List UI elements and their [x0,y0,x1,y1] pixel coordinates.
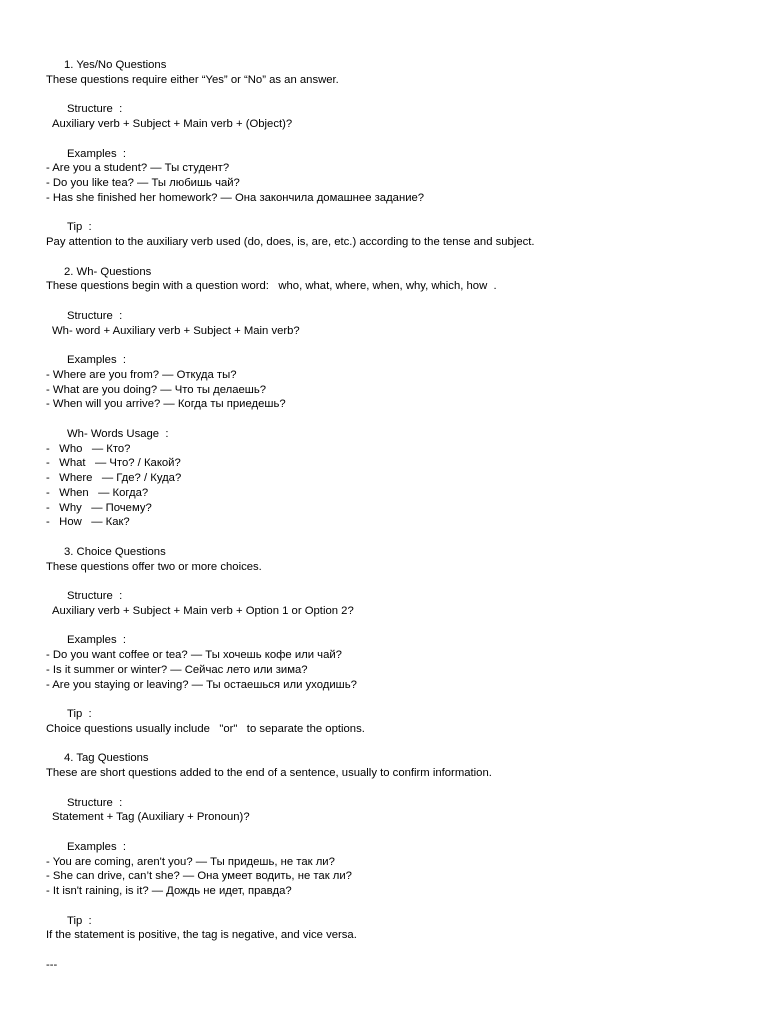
blank-line [0,692,768,707]
blank-line [0,132,768,147]
examples-label: Examples : [67,147,127,160]
wh-usage-item: - Why — Почему? [46,501,152,514]
wh-usage-item: - Where — Где? / Куда? [46,472,182,484]
example-line: - Do you like tea? — Ты любишь чай? [46,177,240,189]
blank-line [0,294,768,309]
structure-formula: Auxiliary verb + Subject + Main verb + (Object)? [52,118,293,130]
example-line: - What are you doing? — Что ты делаешь? [46,383,267,396]
structure-formula: Wh- word + Auxiliary verb + Subject + Main verb? [52,324,300,337]
structure-label: Structure : [67,309,123,322]
section-heading-yes-no: 1. Yes/No Questions [64,59,167,71]
examples-label: Examples : [67,634,127,647]
structure-formula: Auxiliary verb + Subject + Main verb + Option 1 or Option 2? [52,604,354,617]
blank-line [0,899,768,914]
section-intro: These are short questions added to the end of a sentence, usually to confirm information. [46,767,492,779]
example-line: - She can drive, can’t she? — Она умеет водить, не так ли? [46,870,352,883]
example-line: - You are coming, aren't you? — Ты придешь, не так ли? [46,855,335,868]
wh-usage-item: - What — Что? / Какой? [46,457,181,470]
blank-line [0,206,768,221]
blank-line [0,619,768,634]
example-line: - Are you staying or leaving? — Ты остаешься или уходишь? [46,678,357,691]
structure-label: Structure : [67,796,123,809]
blank-line [0,88,768,103]
blank-line [0,737,768,752]
section-intro: These questions require either “Yes” or “No” as an answer. [46,73,339,86]
structure-label: Structure : [67,103,123,116]
tip-label: Tip : [67,914,92,927]
section-heading-tag: 4. Tag Questions [64,752,149,765]
structure-formula: Statement + Tag (Auxiliary + Pronoun)? [52,811,250,824]
section-heading-choice: 3. Choice Questions [64,545,166,558]
examples-label: Examples : [67,354,127,366]
blank-line [0,338,768,353]
example-line: - Do you want coffee or tea? — Ты хочешь кофе или чай? [46,649,342,661]
wh-usage-item: - When — Когда? [46,486,149,499]
blank-line [0,825,768,840]
blank-line [0,250,768,265]
separator-line: --- [46,958,58,971]
blank-line [0,781,768,796]
blank-line [0,412,768,427]
section-intro: These questions begin with a question word: who, what, where, when, why, which, how . [46,280,497,293]
tip-text: Pay attention to the auxiliary verb used (do, does, is, are, etc.) according to the tense and subject. [46,236,535,248]
structure-label: Structure : [67,590,123,602]
wh-usage-item: - How — Как? [46,516,130,529]
example-line: - When will you arrive? — Когда ты приедешь? [46,398,286,411]
example-line: - Has she finished her homework? — Она закончила домашнее задание? [46,191,425,204]
blank-line [0,943,768,958]
example-line: - It isn't raining, is it? — Дождь не идет, правда? [46,885,292,897]
tip-label: Tip : [67,221,92,234]
tip-text: If the statement is positive, the tag is negative, and vice versa. [46,929,357,942]
tip-text: Choice questions usually include "or" to separate the options. [46,722,365,735]
section-intro: These questions offer two or more choices. [46,560,262,573]
example-line: - Are you a student? — Ты студент? [46,162,230,175]
example-line: - Is it summer or winter? — Сейчас лето или зима? [46,663,308,676]
example-line: - Where are you from? — Откуда ты? [46,368,237,381]
wh-usage-label: Wh- Words Usage : [67,427,169,440]
tip-label: Tip : [67,708,92,720]
section-heading-wh: 2. Wh- Questions [64,265,152,278]
examples-label: Examples : [67,840,127,853]
blank-line [0,530,768,545]
blank-line [0,574,768,589]
wh-usage-item: - Who — Кто? [46,442,131,455]
